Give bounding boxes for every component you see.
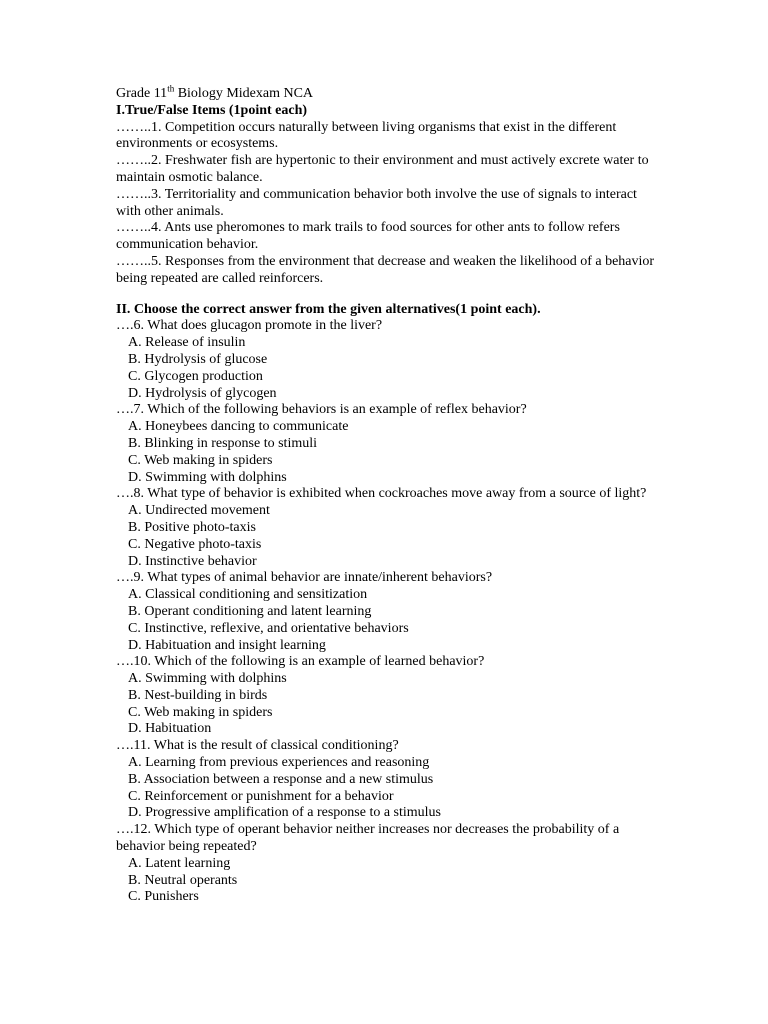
true-false-item: ……..1. Competition occurs naturally between living organisms that exist in the different environments or ecosystems. bbox=[116, 119, 617, 152]
answer-option: C. Reinforcement or punishment for a behavior bbox=[128, 788, 394, 804]
question-stem: ….8. What type of behavior is exhibited when cockroaches move away from a source of light? bbox=[116, 486, 647, 502]
answer-option: D. Habituation bbox=[128, 721, 212, 737]
answer-option: C. Web making in spiders bbox=[128, 452, 273, 468]
answer-option: B. Operant conditioning and latent learning bbox=[128, 603, 372, 619]
answer-option: C. Negative photo-taxis bbox=[128, 536, 262, 552]
answer-option: B. Hydrolysis of glucose bbox=[128, 351, 268, 367]
multiple-choice-list bbox=[116, 318, 656, 906]
question-8 bbox=[116, 486, 656, 570]
answer-option: C. Instinctive, reflexive, and orientative behaviors bbox=[128, 620, 409, 636]
section-2-heading: II. Choose the correct answer from the given alternatives(1 point each). bbox=[116, 301, 541, 317]
true-false-list bbox=[116, 120, 656, 288]
true-false-item: ……..3. Territoriality and communication behavior both involve the use of signals to interact with other animals. bbox=[116, 186, 637, 219]
question-stem: ….6. What does glucagon promote in the liver? bbox=[116, 318, 383, 334]
answer-option: D. Swimming with dolphins bbox=[128, 469, 287, 485]
question-stem: ….9. What types of animal behavior are innate/inherent behaviors? bbox=[116, 570, 493, 586]
answer-option: A. Learning from previous experiences and reasoning bbox=[128, 755, 430, 771]
section-1-heading: I.True/False Items (1point each) bbox=[116, 102, 308, 118]
section-spacer bbox=[116, 288, 656, 302]
answer-option: A. Classical conditioning and sensitization bbox=[128, 587, 368, 603]
question-7 bbox=[116, 402, 656, 486]
answer-option: C. Glycogen production bbox=[128, 368, 263, 384]
question-6 bbox=[116, 318, 656, 402]
exam-title bbox=[116, 83, 656, 103]
answer-option: D. Progressive amplification of a response to a stimulus bbox=[128, 805, 441, 821]
question-stem: ….11. What is the result of classical conditioning? bbox=[116, 738, 399, 754]
true-false-item: ……..2. Freshwater fish are hypertonic to their environment and must actively excrete water to maintain osmotic balance. bbox=[116, 153, 649, 185]
question-stem: ….7. Which of the following behaviors is an example of reflex behavior? bbox=[116, 402, 527, 418]
answer-option: B. Blinking in response to stimuli bbox=[128, 435, 318, 451]
answer-option: A. Honeybees dancing to communicate bbox=[128, 419, 349, 435]
question-11 bbox=[116, 738, 656, 822]
true-false-item: ……..5. Responses from the environment that decrease and weaken the likelihood of a behavior being repeated are called reinforcers. bbox=[116, 253, 655, 286]
question-12 bbox=[116, 822, 656, 906]
exam-title-prefix: Grade 11 bbox=[116, 86, 168, 101]
answer-option: B. Neutral operants bbox=[128, 872, 238, 888]
answer-option: A. Latent learning bbox=[128, 855, 231, 871]
question-9 bbox=[116, 570, 656, 654]
exam-title-superscript: th bbox=[167, 83, 175, 94]
exam-page bbox=[116, 83, 656, 906]
question-stem: ….12. Which type of operant behavior neither increases nor decreases the probability of a behavior being repeated? bbox=[116, 822, 620, 855]
exam-title-suffix: Biology Midexam NCA bbox=[174, 86, 314, 101]
question-10 bbox=[116, 654, 656, 738]
answer-option: B. Nest-building in birds bbox=[128, 687, 268, 703]
question-stem: ….10. Which of the following is an example of learned behavior? bbox=[116, 654, 485, 670]
answer-option: B. Positive photo-taxis bbox=[128, 519, 256, 535]
answer-option: A. Release of insulin bbox=[128, 335, 246, 351]
answer-option: A. Swimming with dolphins bbox=[128, 671, 287, 687]
answer-option: D. Hydrolysis of glycogen bbox=[128, 385, 277, 401]
true-false-item: ……..4. Ants use pheromones to mark trails to food sources for other ants to follow refers communication behavior. bbox=[116, 220, 620, 253]
answer-option: D. Habituation and insight learning bbox=[128, 637, 326, 653]
answer-option: C. Web making in spiders bbox=[128, 704, 273, 720]
answer-option: D. Instinctive behavior bbox=[128, 553, 257, 569]
answer-option: A. Undirected movement bbox=[128, 503, 270, 519]
answer-option: B. Association between a response and a new stimulus bbox=[128, 771, 434, 787]
answer-option: C. Punishers bbox=[128, 889, 199, 905]
